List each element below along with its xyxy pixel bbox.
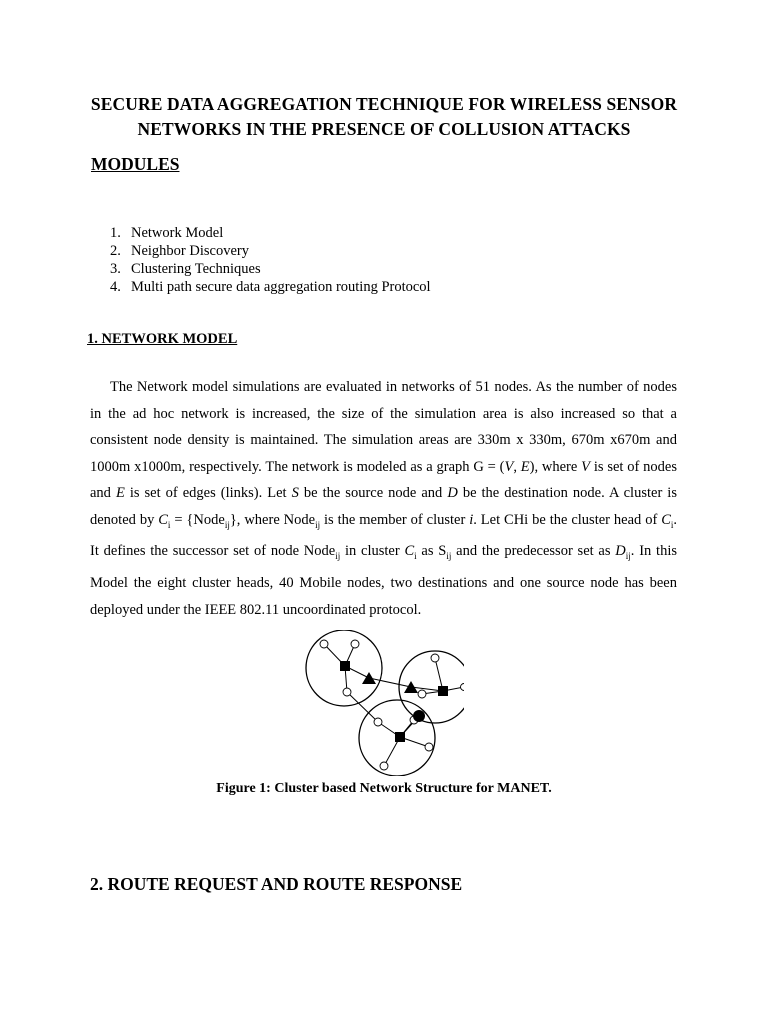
cluster-head [340, 661, 350, 671]
list-item [110, 242, 431, 260]
list-item [110, 260, 431, 278]
cluster-network-diagram-icon [298, 630, 464, 776]
mobile-node [461, 684, 465, 691]
list-number: 3. [110, 261, 121, 277]
figure-caption: Figure 1: Cluster based Network Structure for MANET. [216, 781, 552, 796]
list-number: 1. [110, 225, 121, 241]
source-node [404, 681, 418, 693]
mobile-node [343, 688, 351, 696]
destination-node [413, 710, 425, 722]
title-line-2: NETWORKS IN THE PRESENCE OF COLLUSION ATTACKS [137, 119, 631, 139]
mobile-node [418, 690, 426, 698]
list-label: Network Model [131, 225, 224, 241]
modules-list [110, 224, 431, 296]
cluster-head [395, 732, 405, 742]
mobile-node [374, 718, 382, 726]
cluster-head [438, 686, 448, 696]
mobile-node [431, 654, 439, 662]
list-item [110, 278, 431, 296]
list-number: 2. [110, 243, 121, 259]
network-model-paragraph: The Network model simulations are evaluated in networks of 51 nodes. As the number of nodes in the ad hoc network is increased, the size of the simulation area is also increased so that a consistent node density is maintained. The simulation areas are 330m x 330m, 670m x670m and 1000m x1000m, respectively. The network is modeled as a graph G = (V, E), where V is set of nodes and E is set of edges (links). Let S be the source node and D be the destination node. A cluster is denoted by $C_i$ = {Node$_{ij}$}, where Node$_{ij}$ is the member of cluster i. Let CHi be the cluster head of $C_i$. It defines the successor set of node Node$_{ij}$ in cluster $C_i$ as $S_{ij}$ and the predecessor set as $D_{ij}$. In this Model the eight cluster heads, 40 Mobile nodes, two destinations and one source node has been deployed under the IEEE 802.11 uncoordinated protocol. [90, 379, 678, 618]
title-line-1: SECURE DATA AGGREGATION TECHNIQUE FOR WIRELESS SENSOR [90, 94, 678, 114]
list-item [110, 224, 431, 242]
list-number: 4. [110, 279, 121, 295]
list-label: Clustering Techniques [131, 261, 261, 277]
source-node [362, 672, 376, 684]
document-title [40, 92, 728, 142]
mobile-node [320, 640, 328, 648]
mobile-node [351, 640, 359, 648]
section-heading-route-request: 2. ROUTE REQUEST AND ROUTE RESPONSE [90, 874, 463, 894]
modules-heading: MODULES [91, 154, 180, 174]
mobile-node [380, 762, 388, 770]
list-label: Multi path secure data aggregation routing Protocol [131, 279, 431, 295]
list-label: Neighbor Discovery [131, 243, 249, 259]
section-heading-network-model: 1. NETWORK MODEL [87, 331, 238, 347]
mobile-node [425, 743, 433, 751]
